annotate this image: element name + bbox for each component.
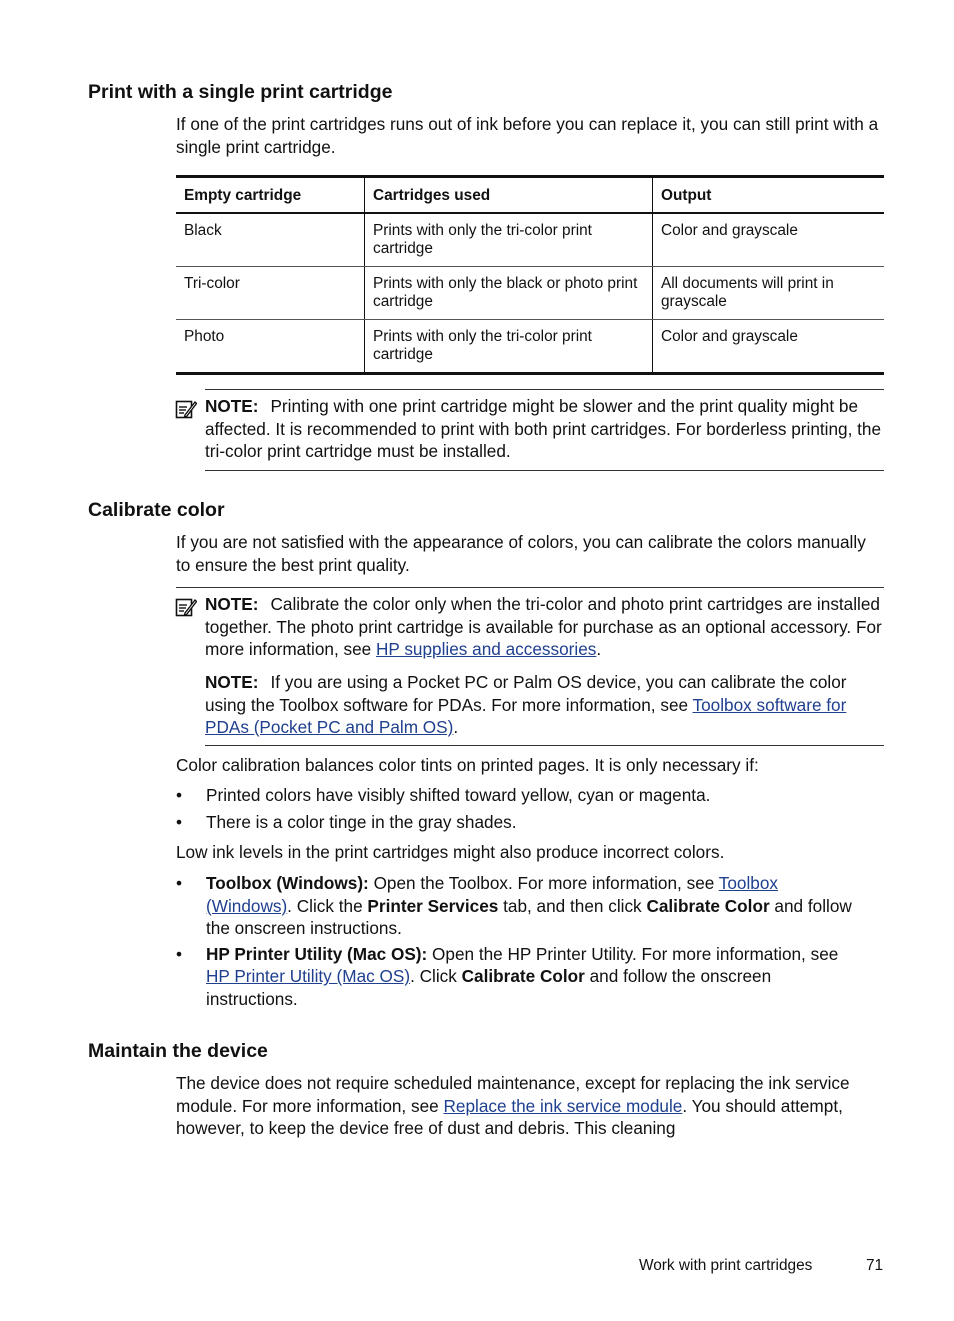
table-header: Empty cartridge: [176, 177, 365, 214]
bullet: •: [176, 785, 183, 805]
list-item: [176, 943, 856, 1011]
table-cell: Prints with only the tri-color print cartridge: [365, 213, 653, 267]
note-punct: .: [453, 717, 459, 738]
link-toolbox-pdas[interactable]: Toolbox software for PDAs (Pocket PC and Palm OS): [205, 694, 847, 738]
table-header-row: [176, 177, 884, 214]
note-body: If you are using a Pocket PC or Palm OS device, you can calibrate the color using the Toolbox software for PDAs. For more information, see: [205, 672, 847, 715]
note-text: [205, 395, 884, 463]
maintain-intro: [176, 1072, 884, 1140]
step-text: and follow the onscreen instructions.: [206, 966, 772, 1009]
table-cell: Prints with only the tri-color print cartridge: [365, 320, 653, 374]
note-text-pda: [205, 671, 884, 739]
list-item-text: Printed colors have visibly shifted toward yellow, cyan or magenta.: [206, 785, 711, 805]
step-label: Toolbox (Windows):: [206, 873, 369, 893]
note-punct: .: [596, 639, 602, 660]
note-body: Calibrate the color only when the tri-color and photo print cartridges are installed together. The photo print cartridge is available for purchase as an optional accessory. For more information, see: [205, 594, 882, 660]
section-heading-calibrate-color: Calibrate color: [88, 499, 225, 521]
bullet: •: [176, 811, 183, 832]
section-heading-maintain-device: Maintain the device: [88, 1040, 268, 1062]
bullet: •: [176, 873, 183, 893]
maintain-text: . You should attempt, however, to keep the device free of dust and debris. This cleaning: [176, 1095, 843, 1139]
table-cell: Color and grayscale: [653, 213, 885, 267]
link-replace-ink-module[interactable]: Replace the ink service module: [443, 1095, 683, 1116]
table-header: Output: [653, 177, 885, 214]
step-bold: Calibrate Color: [461, 966, 585, 987]
note-icon: [175, 398, 197, 425]
section-heading-single-cartridge: Print with a single print cartridge: [88, 81, 393, 103]
link-hp-printer-utility[interactable]: HP Printer Utility (Mac OS): [206, 966, 411, 987]
single-cartridge-intro: If one of the print cartridges runs out of ink before you can replace it, you can still print with a single print cartridge.: [176, 114, 879, 157]
list-item: [176, 872, 856, 940]
note-label: NOTE:: [205, 672, 259, 692]
table-header: Cartridges used: [365, 177, 653, 214]
list-item: [176, 811, 884, 834]
note-rule-bottom: [205, 745, 884, 746]
step-label: HP Printer Utility (Mac OS):: [206, 943, 428, 964]
cartridge-table: [176, 175, 884, 375]
table-cell: Photo: [184, 328, 225, 345]
step-text: and follow the onscreen instructions.: [206, 895, 852, 939]
note-text-calibrate: [205, 593, 884, 661]
low-ink-note: Low ink levels in the print cartridges might also produce incorrect colors.: [176, 842, 725, 862]
step-bold: Printer Services: [367, 895, 499, 916]
calibration-explanation: Color calibration balances color tints on printed pages. It is only necessary if:: [176, 755, 759, 775]
note-label: NOTE:: [205, 594, 259, 614]
table-row: [176, 213, 884, 267]
step-text: . Click: [410, 966, 457, 987]
table-cell: Prints with only the black or photo print cartridge: [365, 267, 653, 320]
note-icon: [175, 596, 197, 623]
maintain-text: The device does not require scheduled maintenance, except for replacing the ink service module. For more information, see: [176, 1073, 850, 1116]
list-item-text: There is a color tinge in the gray shades.: [206, 811, 517, 832]
table-cell: Tri-color: [176, 267, 365, 320]
table-row: [176, 267, 884, 320]
footer-title: Work with print cartridges: [639, 1257, 813, 1274]
condition-list: [176, 784, 884, 833]
page-number: 71: [866, 1257, 884, 1274]
link-toolbox-windows[interactable]: Toolbox (Windows): [206, 873, 779, 916]
table-cell: Color and grayscale: [653, 320, 885, 374]
table-cell: All documents will print in grayscale: [653, 267, 885, 320]
step-bold: Calibrate Color: [646, 895, 770, 916]
note-rule-top: [176, 587, 884, 588]
note-label: NOTE:: [205, 396, 259, 416]
table-row: [176, 320, 884, 374]
bullet: •: [176, 943, 183, 964]
step-text: Open the Toolbox. For more information, see: [373, 873, 715, 893]
step-text: Open the HP Printer Utility. For more information, see: [432, 943, 839, 964]
list-item: [176, 784, 884, 807]
link-hp-supplies[interactable]: HP supplies and accessories: [376, 639, 597, 660]
step-text: . Click the: [287, 895, 363, 916]
step-text: tab, and then click: [503, 895, 642, 916]
calibrate-intro: If you are not satisfied with the appearance of colors, you can calibrate the colors manually to ensure the best print quality.: [176, 532, 866, 575]
table-cell: Black: [176, 213, 365, 267]
note-body: Printing with one print cartridge might be slower and the print quality might be affected. It is recommended to print with both print cartridges. For borderless printing, the tri-color print cartridge must be installed.: [205, 396, 882, 462]
calibration-steps: [176, 872, 856, 1011]
